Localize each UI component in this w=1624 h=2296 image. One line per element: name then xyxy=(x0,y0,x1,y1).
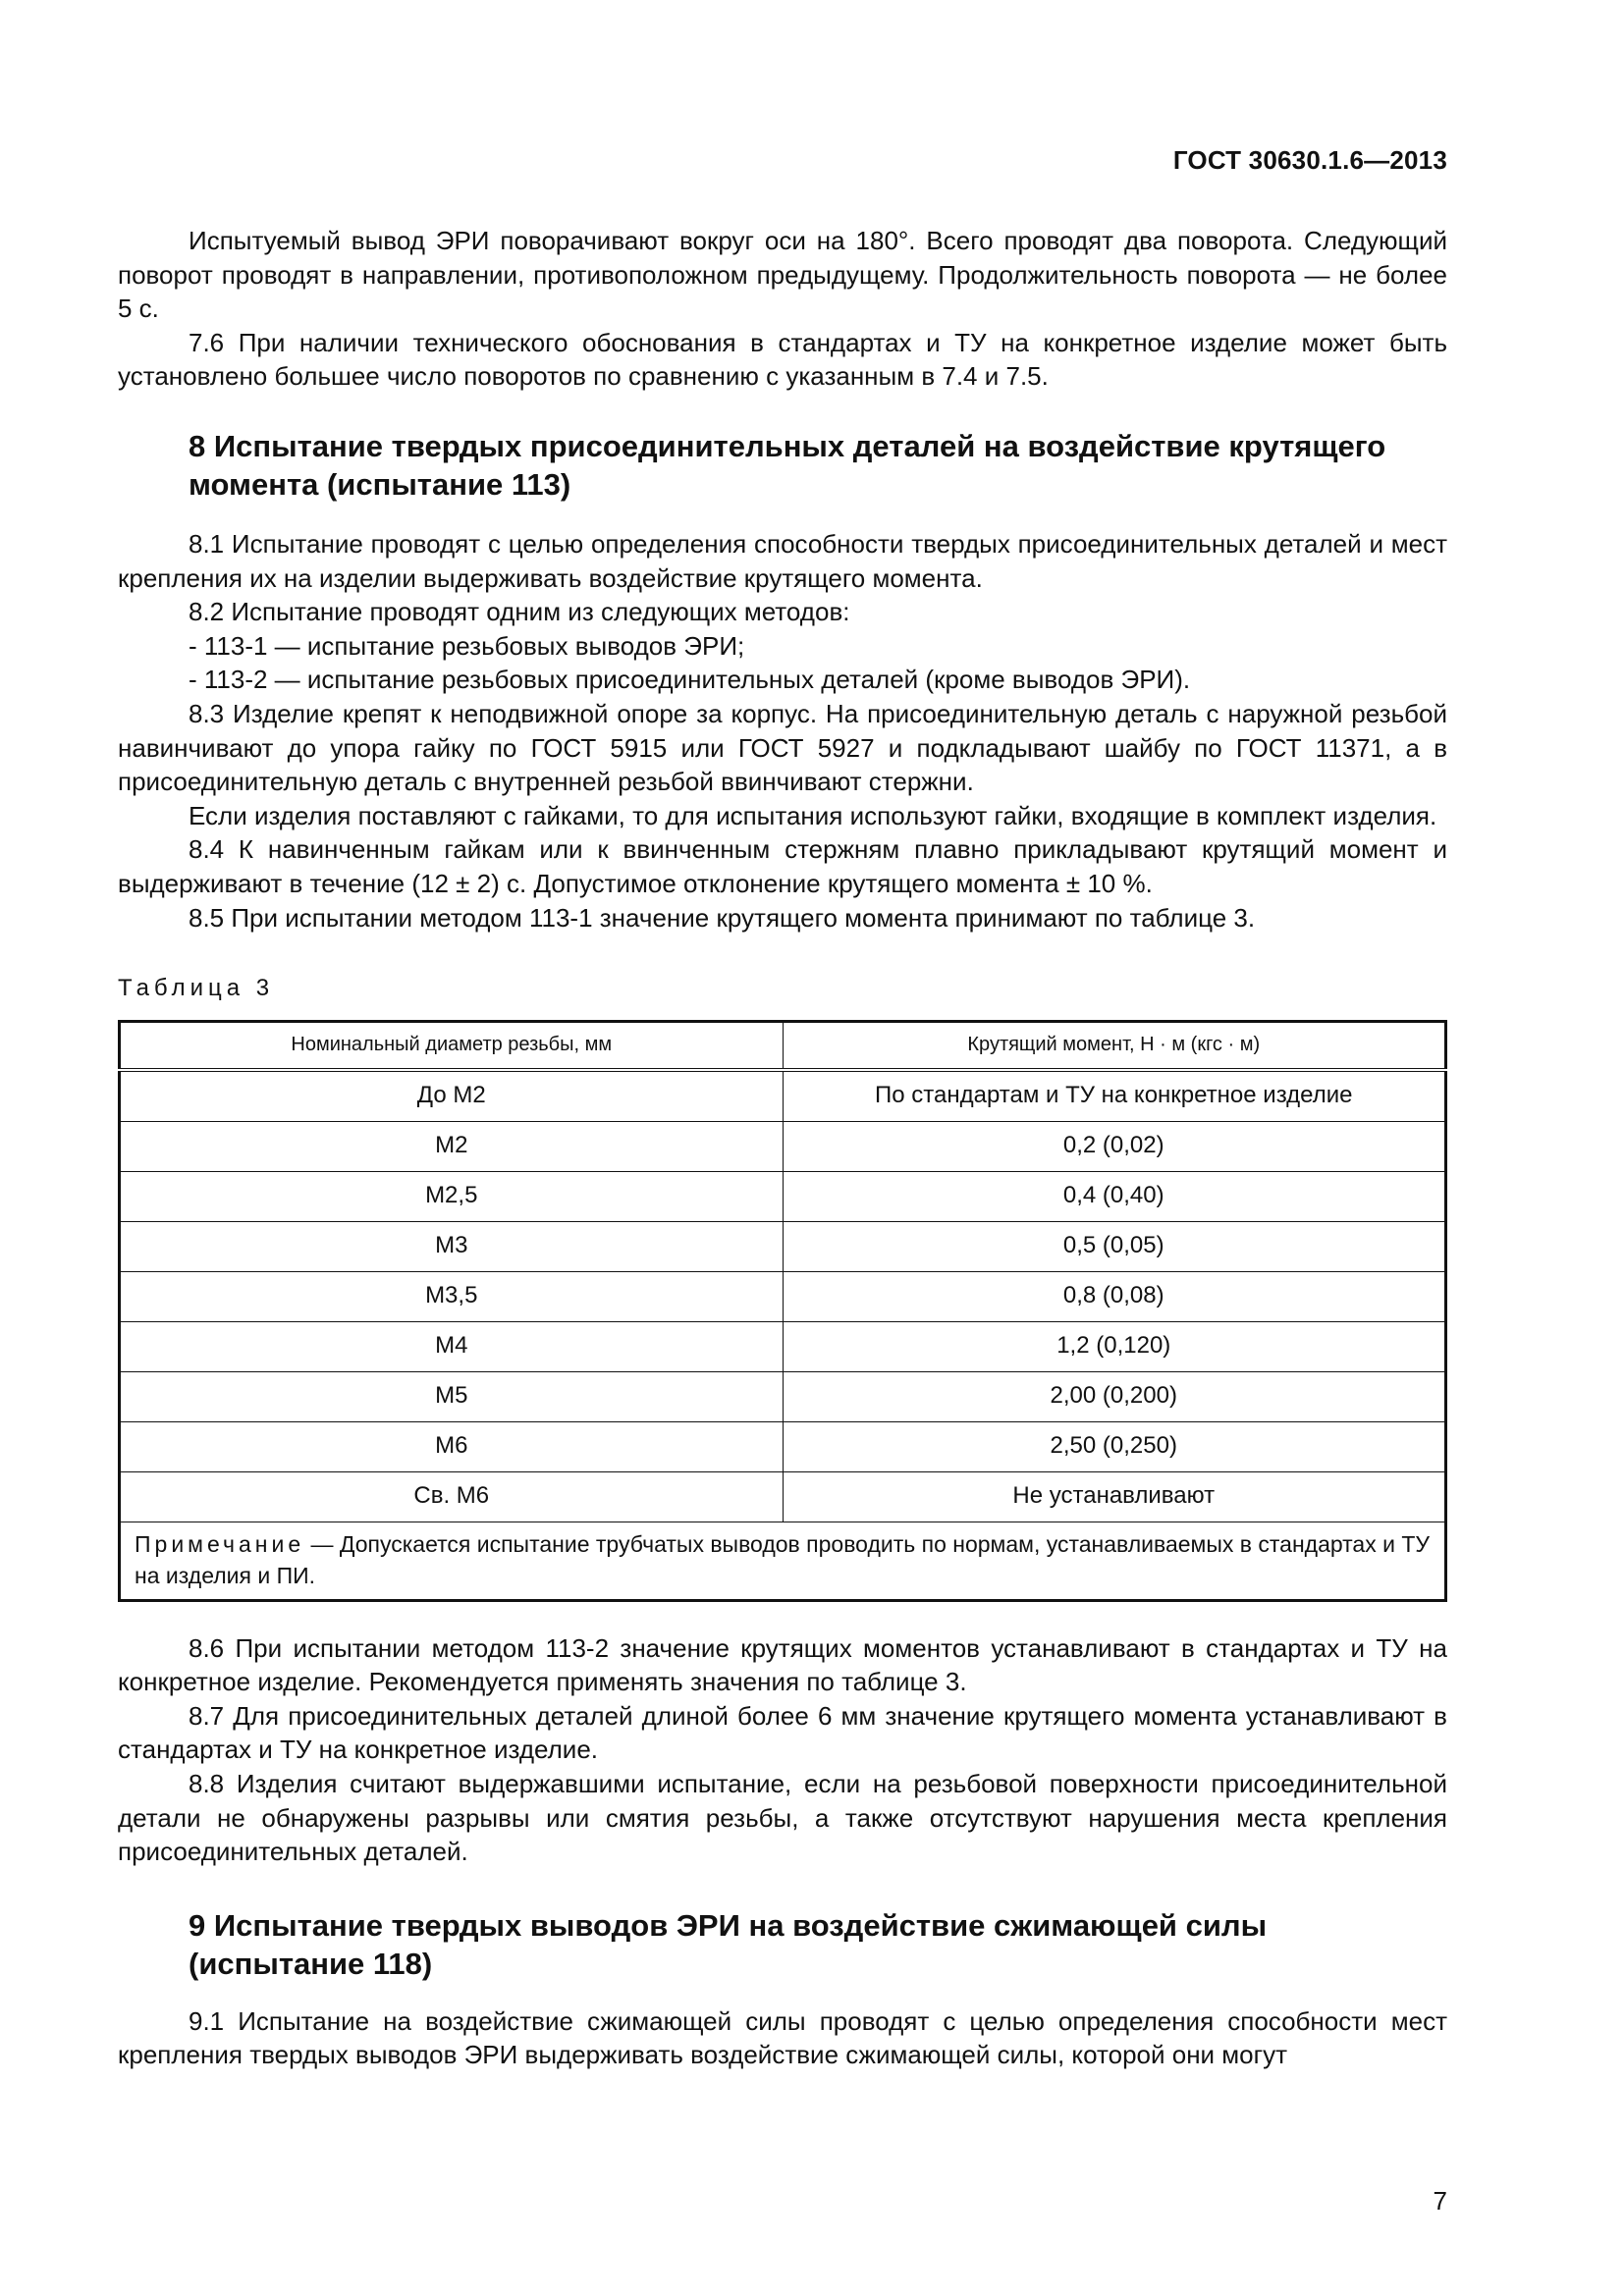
cell-torque: 0,8 (0,08) xyxy=(783,1271,1446,1321)
cell-torque: 1,2 (0,120) xyxy=(783,1321,1446,1371)
cell-torque: 0,4 (0,40) xyxy=(783,1171,1446,1221)
cell-torque: Не устанавливают xyxy=(783,1471,1446,1522)
cell-torque: 2,00 (0,200) xyxy=(783,1371,1446,1421)
cell-torque: 0,2 (0,02) xyxy=(783,1121,1446,1171)
page-number: 7 xyxy=(1433,2186,1447,2216)
cell-diameter: М4 xyxy=(120,1321,784,1371)
paragraph-8-3: 8.3 Изделие крепят к неподвижной опоре за корпус. На присоединительную деталь с наружной резьбой навинчивают до упора гайку по ГОСТ 5915 или ГОСТ 5927 и подкладывают шайбу по ГОСТ 11371, а в присоединительную деталь с внутренней резьбой ввинчивают стержни. xyxy=(118,698,1447,797)
paragraph-8-8: 8.8 Изделия считают выдержавшими испытание, если на резьбовой поверхности присоединительной детали не обнаружены разрывы или смятия резьбы, а также отсутствуют нарушения места крепления присоединительных деталей. xyxy=(118,1769,1447,1867)
table-row xyxy=(120,1371,1446,1421)
table-row xyxy=(120,1121,1446,1171)
cell-diameter: М2 xyxy=(120,1121,784,1171)
cell-torque: 2,50 (0,250) xyxy=(783,1421,1446,1471)
section-8-heading: 8 Испытание твердых присоединительных деталей на воздействие крутящего момента (испытание 113) xyxy=(189,428,1386,502)
list-item-113-1: - 113-1 — испытание резьбовых выводов ЭРИ; xyxy=(189,630,745,661)
cell-diameter: М5 xyxy=(120,1371,784,1421)
table-3 xyxy=(118,1020,1447,1602)
paragraph-8-6: 8.6 При испытании методом 113-2 значение крутящих моментов устанавливают в стандартах и ТУ на конкретное изделие. Рекомендуется применять значения по таблице 3. xyxy=(118,1632,1447,1697)
cell-diameter: М2,5 xyxy=(120,1171,784,1221)
cell-diameter: М6 xyxy=(120,1421,784,1471)
table-row xyxy=(120,1070,1446,1122)
paragraph-7-6: 7.6 При наличии технического обоснования в стандартах и ТУ на конкретное изделие может быть установлено большее число поворотов по сравнению с указанным в 7.4 и 7.5. xyxy=(118,327,1447,392)
list-item-113-2: - 113-2 — испытание резьбовых присоединительных деталей (кроме выводов ЭРИ). xyxy=(189,665,1191,695)
table-note-row xyxy=(120,1522,1446,1600)
document-body xyxy=(118,224,1447,2072)
table-row xyxy=(120,1321,1446,1371)
section-9-heading: 9 Испытание твердых выводов ЭРИ на воздействие сжимающей силы (испытание 118) xyxy=(189,1907,1268,1981)
cell-diameter: Св. М6 xyxy=(120,1471,784,1522)
paragraph-8-1: 8.1 Испытание проводят с целью определения способности твердых присоединительных деталей и мест крепления их на изделии выдерживать воздействие крутящего момента. xyxy=(118,528,1447,593)
column-header-diameter: Номинальный диаметр резьбы, мм xyxy=(120,1021,784,1070)
table-caption: Таблица 3 xyxy=(118,975,275,1002)
cell-diameter: М3,5 xyxy=(120,1271,784,1321)
table-row xyxy=(120,1421,1446,1471)
cell-torque: 0,5 (0,05) xyxy=(783,1221,1446,1271)
paragraph-8-4: 8.4 К навинченным гайкам или к ввинченным стержням плавно прикладывают крутящий момент и выдерживают в течение (12 ± 2) с. Допустимое отклонение крутящего момента ± 10 %. xyxy=(118,834,1447,898)
note-text: — Допускается испытание трубчатых выводов проводить по нормам, устанавливаемых в стандартах и ТУ на изделия и ПИ. xyxy=(135,1530,1431,1588)
column-header-torque: Крутящий момент, Н · м (кгс · м) xyxy=(783,1021,1446,1070)
paragraph-8-2: 8.2 Испытание проводят одним из следующих методов: xyxy=(189,597,850,627)
paragraph-8-3-cont: Если изделия поставляют с гайками, то для испытания используют гайки, входящие в комплект изделия. xyxy=(189,800,1437,830)
cell-diameter: До М2 xyxy=(120,1070,784,1122)
table-row xyxy=(120,1471,1446,1522)
table-row xyxy=(120,1171,1446,1221)
paragraph-9-1: 9.1 Испытание на воздействие сжимающей силы проводят с целью определения способности мест крепления твердых выводов ЭРИ выдерживать воздействие сжимающей силы, которой они могут xyxy=(118,2005,1447,2070)
cell-diameter: М3 xyxy=(120,1221,784,1271)
paragraph: Испытуемый вывод ЭРИ поворачивают вокруг оси на 180°. Всего проводят два поворота. Следующий поворот проводят в направлении, противоположном предыдущему. Продолжительность поворота — не более 5 с. xyxy=(118,226,1447,324)
paragraph-8-5: 8.5 При испытании методом 113-1 значение крутящего момента принимают по таблице 3. xyxy=(189,902,1256,933)
paragraph-8-7: 8.7 Для присоединительных деталей длиной более 6 мм значение крутящего момента устанавливают в стандартах и ТУ на конкретное изделие. xyxy=(118,1700,1447,1765)
table-row xyxy=(120,1271,1446,1321)
cell-torque: По стандартам и ТУ на конкретное изделие xyxy=(783,1070,1446,1122)
document-id-header: ГОСТ 30630.1.6—2013 xyxy=(1172,145,1447,175)
table-row xyxy=(120,1221,1446,1271)
table-header-row xyxy=(120,1021,1446,1070)
table-note xyxy=(120,1522,1446,1600)
note-label: Примечание xyxy=(135,1530,305,1557)
